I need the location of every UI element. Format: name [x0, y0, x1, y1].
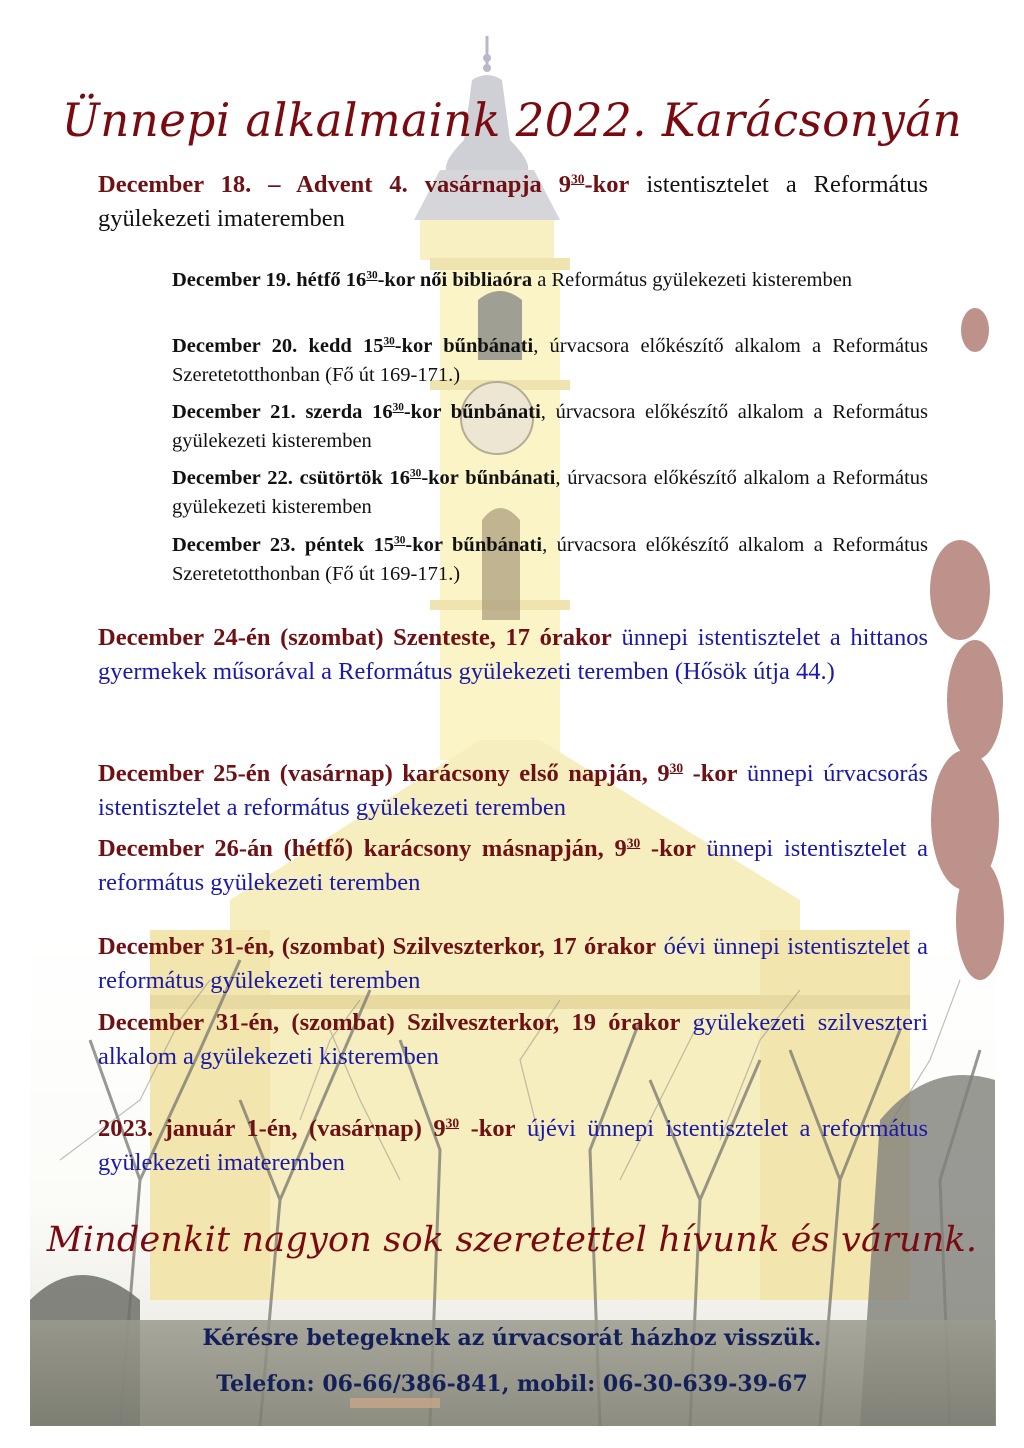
event-dec21: December 21. szerda $16^{30}$-kor bűnbánati, úrvacsora előkészítő alkalom a Református gyülekezeti kisteremben	[172, 401, 928, 452]
event-jan1: 2023. január 1-én, (vasárnap) $9^{30}$ -kor újévi ünnepi istentisztelet a református gyülekezeti imateremben	[98, 1115, 928, 1176]
event-dec31-1900: December 31-én, (szombat) Szilveszterkor, 19 órakor gyülekezeti szilveszteri alkalom a gyülekezeti kisteremben	[98, 1009, 928, 1070]
event-dec23: December 23. péntek $15^{30}$-kor bűnbánati, úrvacsora előkészítő alkalom a Református Szeretetotthonban (Fő út 169-171.)	[172, 534, 928, 585]
event-advent-time: December 18. – Advent 4. vasárnapja $9^{30}$-kor	[98, 171, 630, 198]
event-advent	[98, 168, 928, 236]
event-dec20: December 20. kedd $15^{30}$-kor bűnbánati, úrvacsora előkészítő alkalom a Református Szeretetotthonban (Fő út 169-171.)	[172, 335, 928, 386]
event-advent-description: istentisztelet a Református gyülekezeti imateremben	[98, 171, 928, 232]
closing-invitation: Mindenkit nagyon sok szeretettel hívunk és várunk.	[46, 1220, 978, 1260]
event-dec22: December 22. csütörtök $16^{30}$-kor bűnbánati, úrvacsora előkészítő alkalom a Református gyülekezeti kisteremben	[172, 467, 928, 518]
event-dec26: December 26-án (hétfő) karácsony másnapján, $9^{30}$ -kor ünnepi istentisztelet a református gyülekezeti teremben	[98, 835, 928, 896]
event-dec31-1700: December 31-én, (szombat) Szilveszterkor, 17 órakor óévi ünnepi istentisztelet a református gyülekezeti teremben	[98, 933, 928, 994]
contact-line-communion: Kérésre betegeknek az úrvacsorát házhoz visszük.	[202, 1325, 822, 1351]
contact-line-phone: Telefon: 06-66/386-841, mobil: 06-30-639-39-67	[216, 1371, 808, 1397]
event-dec19: December 19. hétfő $16^{30}$-kor női bibliaóra a Református gyülekezeti kisteremben	[172, 269, 853, 291]
event-dec25: December 25-én (vasárnap) karácsony első napján, $9^{30}$ -kor ünnepi úrvacsorás istentisztelet a református gyülekezeti teremben	[98, 760, 928, 821]
page-title: Ünnepi alkalmaink 2022. Karácsonyán	[61, 92, 963, 147]
event-dec24: December 24-én (szombat) Szenteste, 17 órakor ünnepi istentisztelet a hittanos gyermekek műsorával a Református gyülekezeti teremben (Hősök útja 44.)	[98, 624, 928, 685]
